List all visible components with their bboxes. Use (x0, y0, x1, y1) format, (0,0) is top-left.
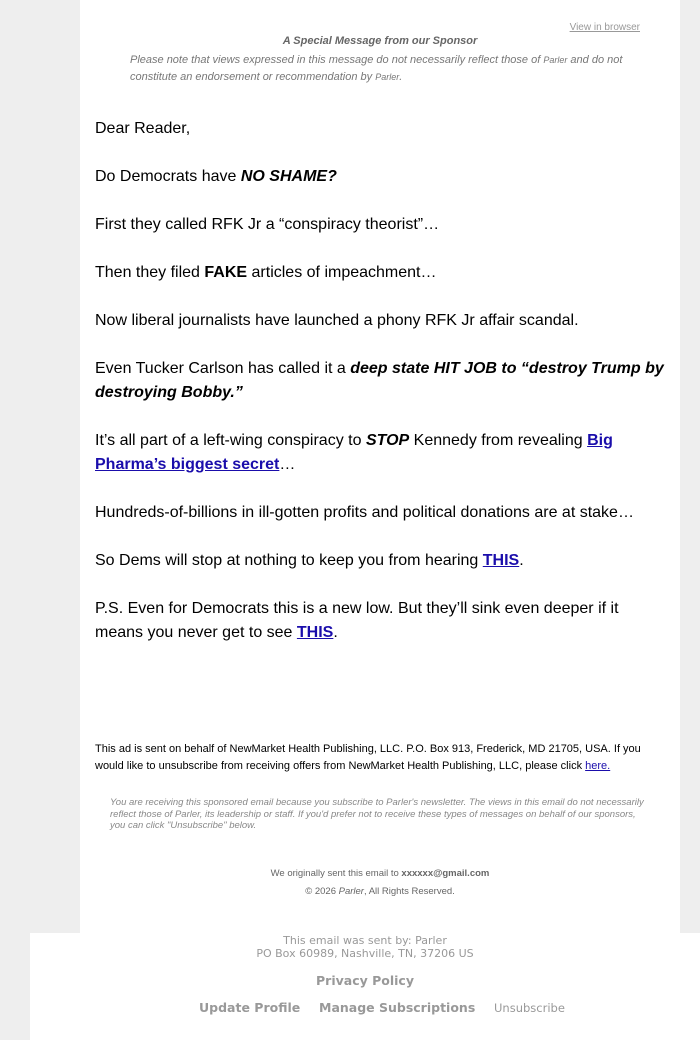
copyright: © 2026 Parler, All Rights Reserved. (305, 886, 455, 897)
advertiser-unsubscribe-link[interactable]: here. (585, 760, 611, 772)
unsubscribe-link[interactable]: Unsubscribe (494, 1001, 565, 1015)
advertiser-disclosure: This ad is sent on behalf of NewMarket Health Publishing, LLC. P.O. Box 913, Frederick, MD 21705, USA. If you would like to unsubscribe from receiving offers from NewMarket Health Publishing, LLC, please click here. (95, 743, 641, 772)
privacy-policy-link[interactable]: Privacy Policy (316, 973, 414, 988)
paragraph: First they called RFK Jr a “conspiracy theorist”… (95, 216, 440, 233)
this-link-ps[interactable]: THIS (296, 624, 334, 641)
sponsor-title: A Special Message from our Sponsor (282, 35, 478, 47)
paragraph: It’s all part of a left-wing conspiracy to STOP Kennedy from revealing Big Pharma’s biggest secret… (95, 432, 613, 473)
view-in-browser-link[interactable]: View in browser (569, 22, 640, 33)
greeting: Dear Reader, (95, 120, 191, 137)
paragraph: Do Democrats have NO SHAME? (95, 168, 337, 185)
update-profile-link[interactable]: Update Profile (199, 1000, 301, 1015)
paragraph: Even Tucker Carlson has called it a deep state HIT JOB to “destroy Trump by destroying Bobby.” (95, 360, 664, 401)
sponsor-note: Please note that views expressed in this message do not necessarily reflect those of Parler and do not constitute an endorsement or recommendation by Parler. (130, 54, 623, 83)
paragraph: Hundreds-of-billions in ill-gotten profits and political donations are at stake… (95, 504, 634, 521)
this-link[interactable]: THIS (482, 552, 520, 569)
footer (30, 933, 700, 1040)
paragraph: Then they filed FAKE articles of impeachment… (95, 264, 437, 281)
email-card (80, 0, 680, 933)
manage-subscriptions-link[interactable]: Manage Subscriptions (319, 1000, 476, 1015)
sent-to: We originally sent this email to xxxxxx@gmail.com (270, 868, 490, 879)
sponsored-notice: You are receiving this sponsored email because you subscribe to Parler's newsletter. The views in this email do not necessarily reflect those of Parler, its leadership or staff. If you'd prefer not to receive these types of messages on behalf of our sponsors, you can click "Unsubscribe" below. (110, 797, 644, 831)
message-body (95, 117, 670, 669)
paragraph: P.S. Even for Democrats this is a new low. But they’ll sink even deeper if it means you never get to see THIS. (95, 600, 619, 641)
big-pharma-link[interactable]: Big Pharma’s biggest secret (95, 432, 613, 473)
paragraph: Now liberal journalists have launched a phony RFK Jr affair scandal. (95, 312, 579, 329)
sender-info: This email was sent by: Parler PO Box 60989, Nashville, TN, 37206 US (256, 934, 474, 960)
paragraph: So Dems will stop at nothing to keep you from hearing THIS. (95, 552, 524, 569)
